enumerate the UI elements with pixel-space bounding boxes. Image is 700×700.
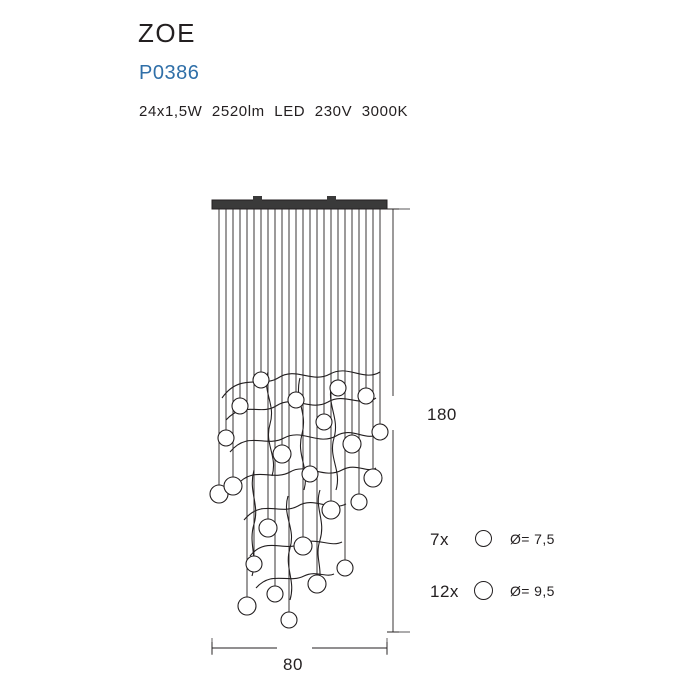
glass-globes xyxy=(210,372,388,628)
globe-icon xyxy=(474,581,493,600)
legend-diameter: Ø= 7,5 xyxy=(510,531,555,547)
ceiling-canopy xyxy=(212,196,387,209)
width-dimension xyxy=(212,638,387,655)
legend-count: 12x xyxy=(430,582,459,601)
width-dimension-label: 80 xyxy=(283,655,303,674)
product-code: P0386 xyxy=(139,62,200,84)
legend-diameter: Ø= 9,5 xyxy=(510,583,555,599)
height-dimension xyxy=(387,209,410,632)
height-dimension-label: 180 xyxy=(427,405,457,424)
legend-row xyxy=(430,574,600,626)
product-specs: 24x1,5W 2520lm LED 230V 3000K xyxy=(139,103,409,120)
globe-legend xyxy=(430,522,600,626)
globe-icon xyxy=(475,530,492,547)
legend-count: 7x xyxy=(430,530,449,549)
legend-row xyxy=(430,522,600,574)
product-title: ZOE xyxy=(138,18,196,48)
